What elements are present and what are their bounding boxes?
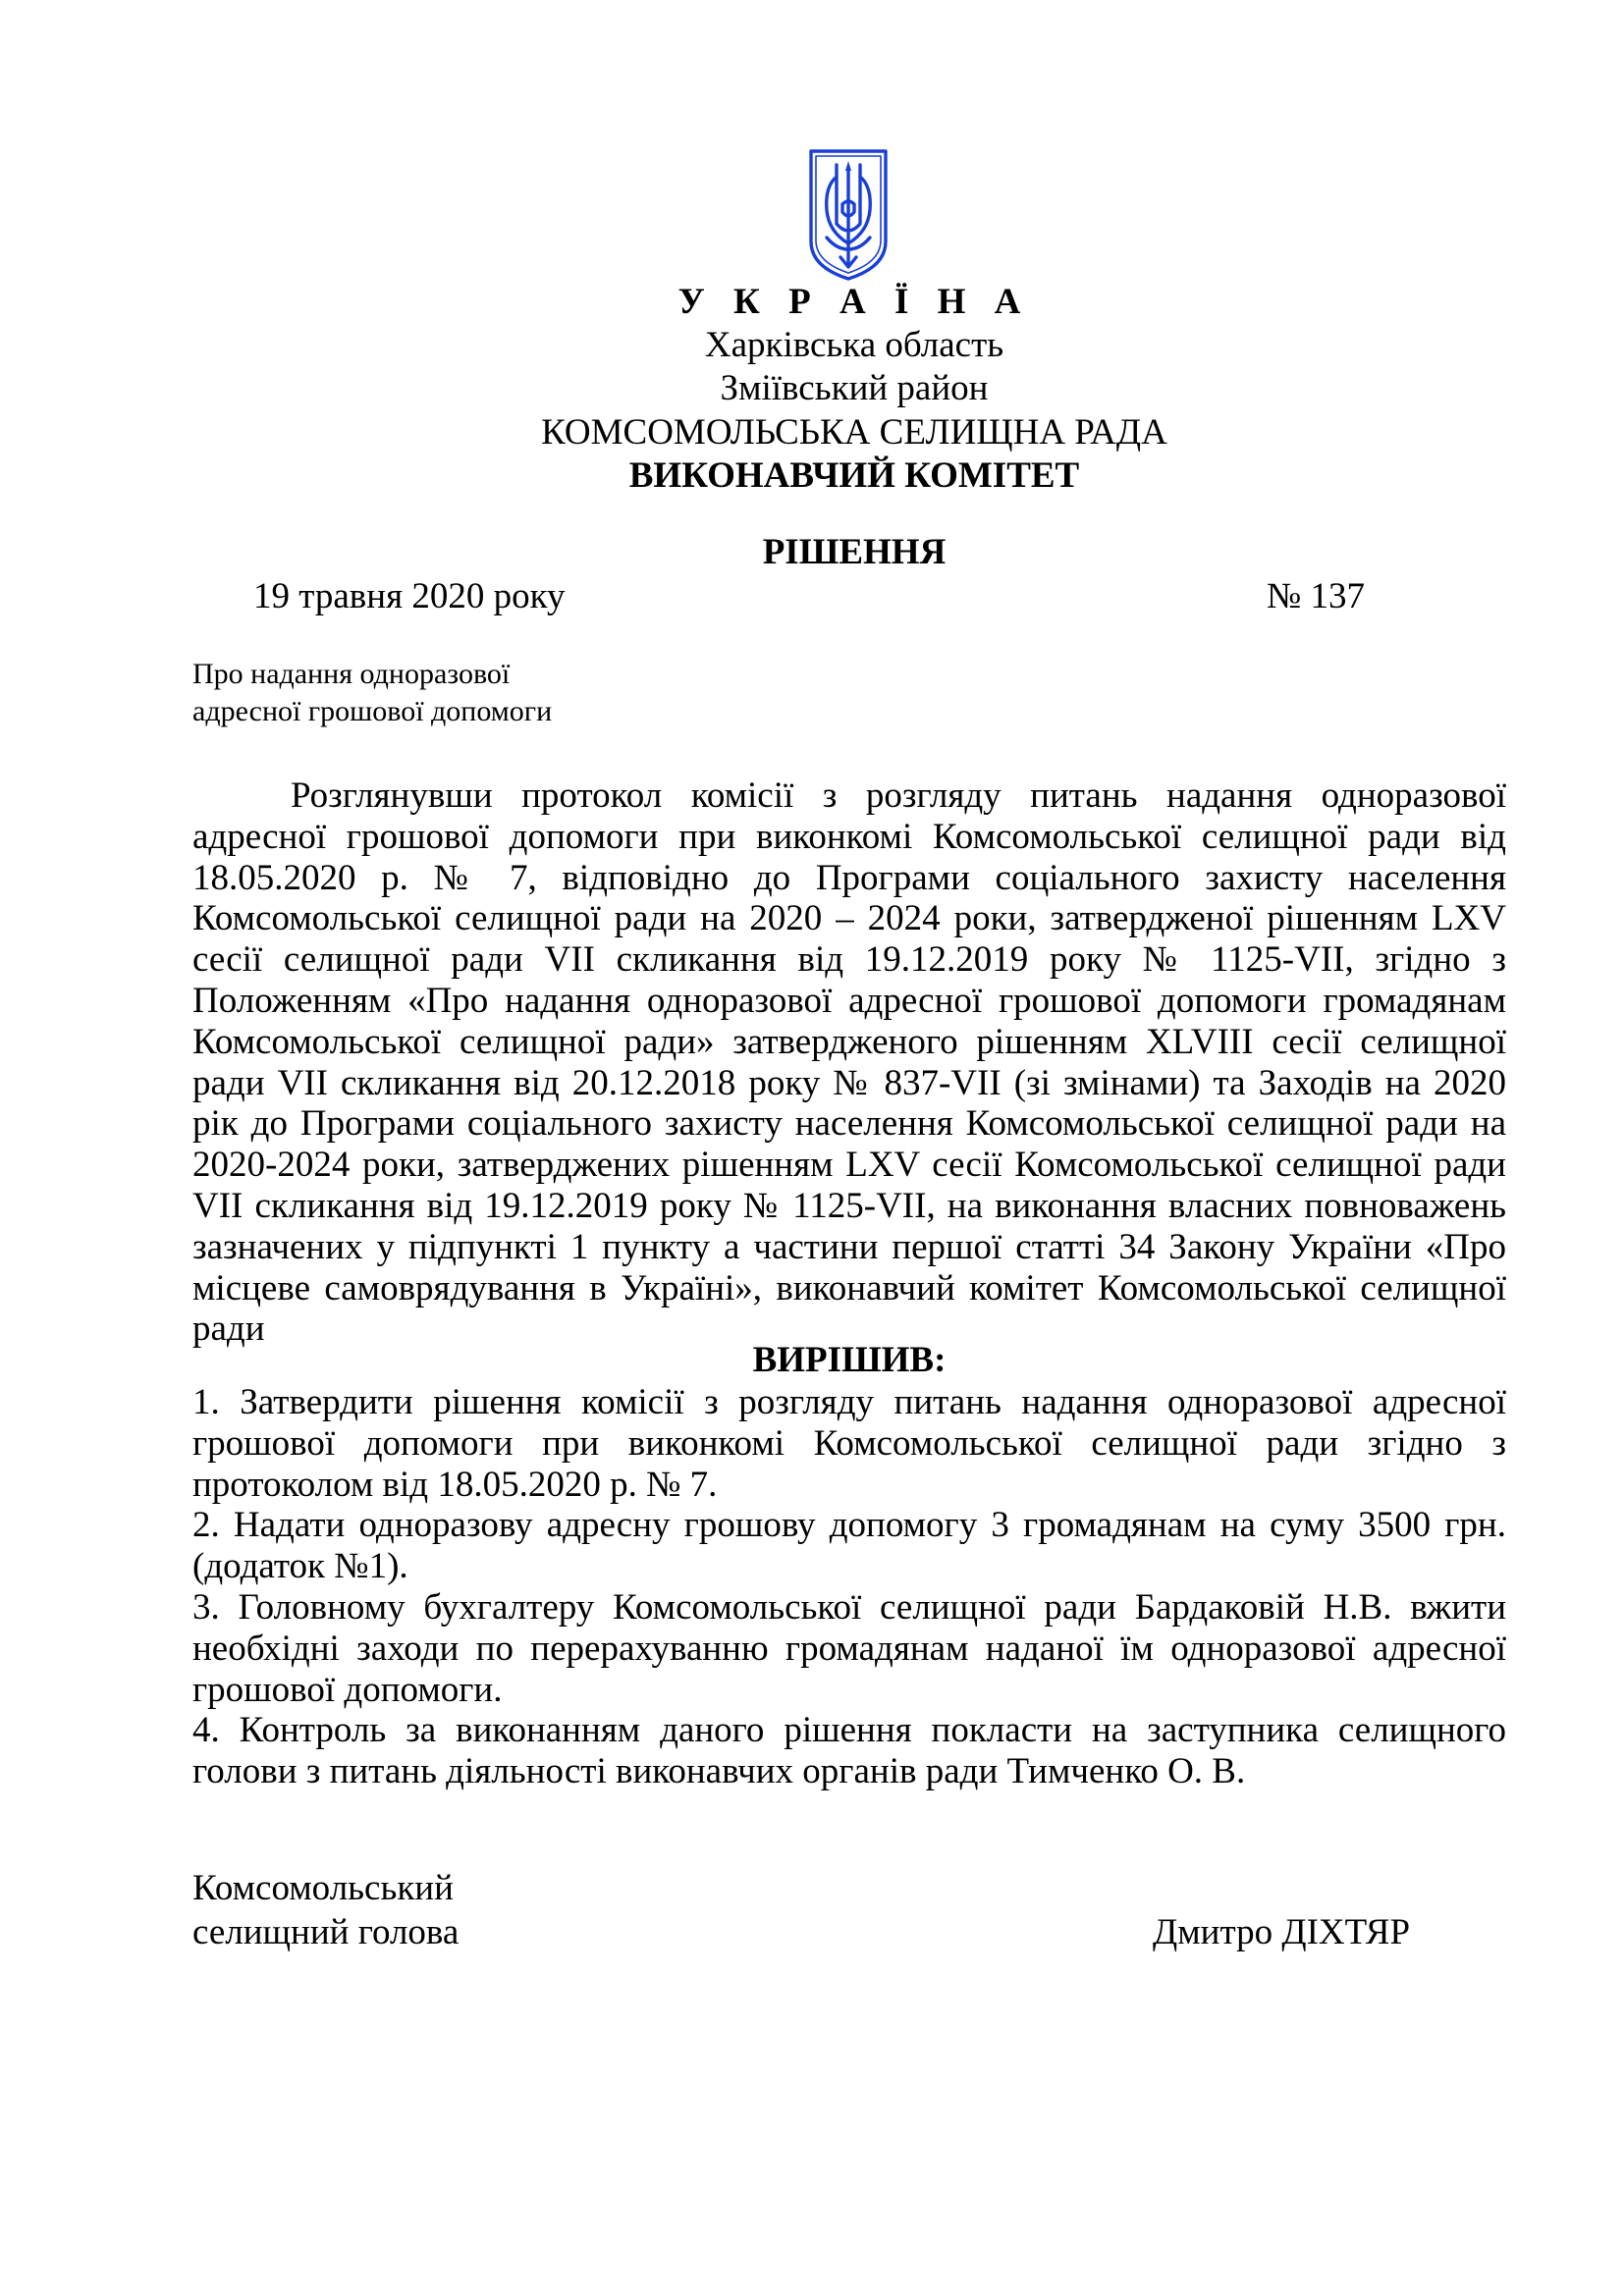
coat-of-arms-icon — [807, 147, 890, 283]
preamble-block — [192, 775, 1506, 1350]
document-date: 19 травня 2020 року — [253, 576, 566, 616]
raion-line: Зміївський район — [720, 368, 989, 408]
preamble-paragraph: Розглянувши протокол комісії з розгляду питань надання одноразової адресної грошової допомоги при виконкомі Комсомольської селищної ради від 18.05.2020 р. № 7, відповідно до Програми соціального захисту населення Комсомольської селищної ради на 2020 – 2024 роки, затвердженої рішенням LXV сесії селищної ради VII скликання від 19.12.2019 року № 1125-VІІ, згідно з Положенням «Про надання одноразової адресної грошової допомоги громадянам Комсомольської селищної ради» затвердженого рішенням XLVIII сесії селищної ради VII скликання від 20.12.2018 року № 837-VII (зі змінами) та Заходів на 2020 рік до Програми соціального захисту населення Комсомольської селищної ради на 2020-2024 роки, затверджених рішенням LXV сесії Комсомольської селищної ради VII скликання від 19.12.2019 року № 1125-VІІ, на виконання власних повноважень зазначених у підпункті 1 пункту а частини першої статті 34 Закону України «Про місцеве самоврядування в Україні», виконавчий комітет Комсомольської селищної ради — [192, 775, 1506, 1350]
resolved-heading: ВИРІШИВ: — [752, 1340, 947, 1380]
resolution-item-2: 2. Надати одноразову адресну грошову допомогу 3 громадянам на суму 3500 грн. (додаток №1). — [192, 1505, 1506, 1587]
subject-line-1: Про надання одноразової — [192, 658, 511, 690]
resolution-items — [192, 1382, 1506, 1792]
resolution-item-3: 3. Головному бухгалтеру Комсомольської селищної ради Бардаковій Н.В. вжити необхідні заходи по перерахуванню громадянам наданої їм одноразової адресної грошової допомоги. — [192, 1586, 1506, 1710]
committee-name: ВИКОНАВЧИЙ КОМІТЕТ — [628, 455, 1080, 496]
signatory-position-line-1: Комсомольський — [192, 1868, 454, 1908]
subject-block — [192, 656, 552, 730]
oblast-line: Харківська область — [704, 325, 1004, 365]
subject-line-2: адресної грошової допомоги — [192, 695, 553, 727]
signatory-name: Дмитро ДІХТЯР — [1153, 1912, 1411, 1952]
resolution-item-1: 1. Затвердити рішення комісії з розгляду питань надання одноразової адресної грошової допомоги при виконкомі Комсомольської селищної ради згідно з протоколом від 18.05.2020 р. № 7. — [192, 1382, 1506, 1505]
council-name: КОМСОМОЛЬСЬКА СЕЛИЩНА РАДА — [541, 412, 1167, 453]
signatory-position-line-2: селищний голова — [192, 1912, 460, 1952]
country-title: У К Р А Ї Н А — [677, 282, 1031, 322]
document-type-heading: РІШЕННЯ — [762, 532, 947, 572]
document-number: № 137 — [1267, 576, 1366, 616]
resolution-item-4: 4. Контроль за виконанням даного рішення покласти на заступника селищного голови з питань діяльності виконавчих органів ради Тимченко О. В. — [192, 1710, 1506, 1792]
